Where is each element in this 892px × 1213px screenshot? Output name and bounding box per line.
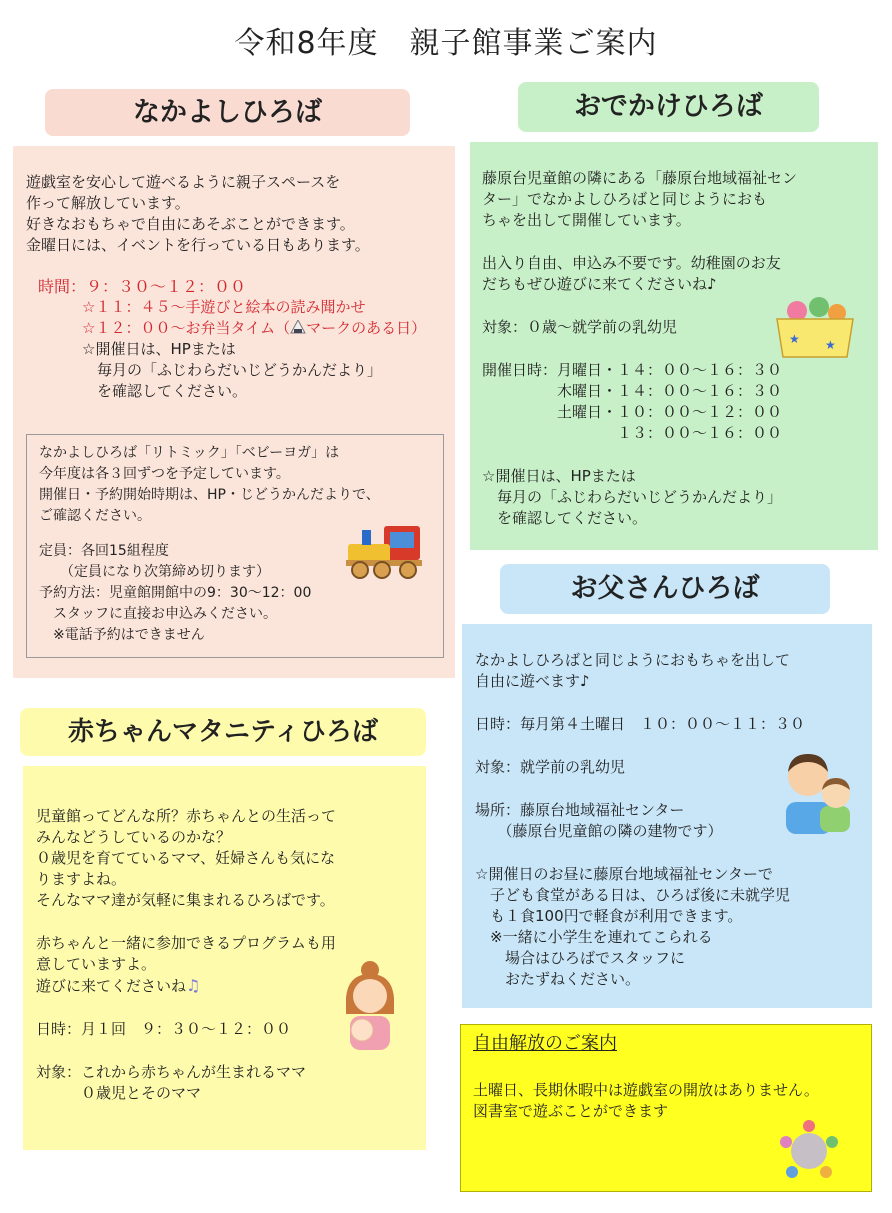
page-title: 令和8年度 親子館事業ご案内 bbox=[234, 26, 658, 61]
odekake-note-2: 毎月の「ふじわらだいじどうかんだより」 bbox=[482, 488, 783, 506]
akachan-program-1: 赤ちゃんと一緒に参加できるプログラムも用 bbox=[36, 934, 336, 952]
nakayoshi-intro-3: 好きなおもちゃで自由にあそぶことができます。 bbox=[26, 215, 355, 233]
odekake-note-1: ☆開催日は、HPまたは bbox=[482, 467, 636, 485]
jiyu-header: 自由解放のご案内 bbox=[473, 1033, 617, 1054]
children-circle-icon bbox=[776, 1118, 842, 1184]
otousan-note-4: ※一緒に小学生を連れてこられる bbox=[475, 928, 713, 946]
akachan-intro-5: そんなママ達が気軽に集まれるひろばです。 bbox=[36, 891, 335, 909]
reserve-line-1: 予約方法：児童館開館中の9：30～12：00 bbox=[39, 585, 312, 601]
toy-train-icon bbox=[344, 518, 426, 582]
nakayoshi-star-2: ☆１２：００～お弁当タイム（ マークのある日） bbox=[82, 319, 427, 337]
odekake-intro-2: ター」でなかよしひろばと同じようにおも bbox=[482, 190, 768, 208]
nakayoshi-intro-2: 作って解放しています。 bbox=[26, 194, 190, 212]
nakayoshi-star-1: ☆１１：４５～手遊びと絵本の読み聞かせ bbox=[82, 298, 366, 316]
mother-baby-icon bbox=[340, 958, 398, 1050]
akachan-invite: 遊びに来てくださいね♫ bbox=[36, 976, 201, 995]
otousan-place-1: 場所：藤原台地域福祉センター bbox=[475, 801, 685, 819]
akachan-target-1: 対象：これから赤ちゃんが生まれるママ bbox=[36, 1063, 307, 1081]
akachan-target-2: ０歳児とそのママ bbox=[36, 1084, 202, 1102]
otousan-datetime: 日時：毎月第４土曜日 １０：００～１１：３０ bbox=[475, 715, 806, 733]
otousan-note-6: おたずねください。 bbox=[475, 970, 641, 988]
akachan-intro-2: みんなどうしているのかな？ bbox=[36, 828, 232, 846]
odekake-schedule-2: 木曜日・１４：００～１６：３０ bbox=[482, 382, 783, 400]
otousan-place-2: （藤原台児童館の隣の建物です） bbox=[475, 822, 723, 840]
nakayoshi-header: なかよしひろば bbox=[45, 89, 410, 136]
reserve-line-3: ※電話予約はできません bbox=[39, 627, 205, 643]
toy-box-icon bbox=[775, 295, 855, 359]
odekake-schedule-1: 開催日時：月曜日・１４：００～１６：３０ bbox=[482, 361, 783, 379]
akachan-program-2: 意していますよ。 bbox=[36, 955, 157, 973]
odekake-header: おでかけひろば bbox=[518, 82, 819, 132]
odekake-free-1: 出入り自由、申込み不要です。幼稚園のお友 bbox=[482, 254, 781, 272]
otousan-header: お父さんひろば bbox=[500, 564, 830, 614]
otousan-intro-2: 自由に遊べます♪ bbox=[475, 672, 590, 690]
svg-text:★: ★ bbox=[825, 338, 836, 352]
jiyu-line-1: 土曜日、長期休暇中は遊戯室の開放はありません。 bbox=[473, 1081, 819, 1099]
otousan-intro-1: なかよしひろばと同じようにおもちゃを出して bbox=[475, 651, 791, 669]
onigiri-icon bbox=[290, 319, 306, 333]
otousan-note-5: 場合はひろばでスタッフに bbox=[475, 949, 686, 967]
otousan-note-1: ☆開催日のお昼に藤原台地域福祉センターで bbox=[475, 865, 773, 883]
akachan-intro-1: 児童館ってどんな所？赤ちゃんとの生活って bbox=[36, 807, 337, 825]
akachan-intro-3: ０歳児を育てているママ、妊婦さんも気にな bbox=[36, 849, 336, 867]
akachan-datetime: 日時：月１回 ９：３０～１２：００ bbox=[36, 1020, 292, 1038]
nakayoshi-time: 時間：９：３０～１２：００ bbox=[38, 277, 247, 296]
svg-text:★: ★ bbox=[789, 332, 800, 346]
otousan-note-3: も１食100円で軽食が利用できます。 bbox=[475, 907, 743, 925]
subbox-line-3: 開催日・予約開始時期は、HP・じどうかんだよりで、 bbox=[39, 487, 380, 503]
otousan-note-2: 子ども食堂がある日は、ひろば後に未就学児 bbox=[475, 886, 791, 904]
odekake-note-3: を確認してください。 bbox=[482, 509, 648, 527]
odekake-intro-1: 藤原台児童館の隣にある「藤原台地域福祉セン bbox=[482, 169, 798, 187]
odekake-free-2: だちもぜひ遊びに来てくださいね♪ bbox=[482, 275, 717, 293]
subbox-line-4: ご確認ください。 bbox=[39, 508, 151, 524]
nakayoshi-note-1: ☆開催日は、HPまたは bbox=[82, 340, 236, 358]
odekake-intro-3: ちゃを出して開催しています。 bbox=[482, 211, 691, 229]
odekake-target: 対象：０歳～就学前の乳幼児 bbox=[482, 318, 678, 336]
music-note-icon: ♫ bbox=[186, 976, 201, 995]
subbox-line-2: 今年度は各３回ずつを予定しています。 bbox=[39, 466, 290, 482]
nakayoshi-note-2: 毎月の「ふじわらだいじどうかんだより」 bbox=[82, 361, 383, 379]
otousan-target: 対象：就学前の乳幼児 bbox=[475, 758, 626, 776]
odekake-schedule-4: １３：００～１６：００ bbox=[482, 424, 783, 442]
nakayoshi-note-3: を確認してください。 bbox=[82, 382, 248, 400]
jiyu-line-2: 図書室で遊ぶことができます bbox=[473, 1102, 669, 1120]
capacity-line-1: 定員：各回15組程度 bbox=[39, 543, 169, 559]
odekake-schedule-3: 土曜日・１０：００～１２：００ bbox=[482, 403, 783, 421]
nakayoshi-intro-4: 金曜日には、イベントを行っている日もあります。 bbox=[26, 236, 370, 254]
akachan-intro-4: りますよね。 bbox=[36, 870, 127, 888]
capacity-line-2: （定員になり次第締め切ります） bbox=[39, 564, 270, 580]
nakayoshi-intro-1: 遊戯室を安心して遊べるように親子スペースを bbox=[26, 173, 341, 191]
reserve-line-2: スタッフに直接お申込みください。 bbox=[39, 606, 277, 622]
akachan-header: 赤ちゃんマタニティひろば bbox=[20, 708, 426, 756]
subbox-line-1: なかよしひろば「リトミック」「ベビーヨガ」は bbox=[39, 445, 340, 461]
father-child-icon bbox=[776, 748, 862, 834]
